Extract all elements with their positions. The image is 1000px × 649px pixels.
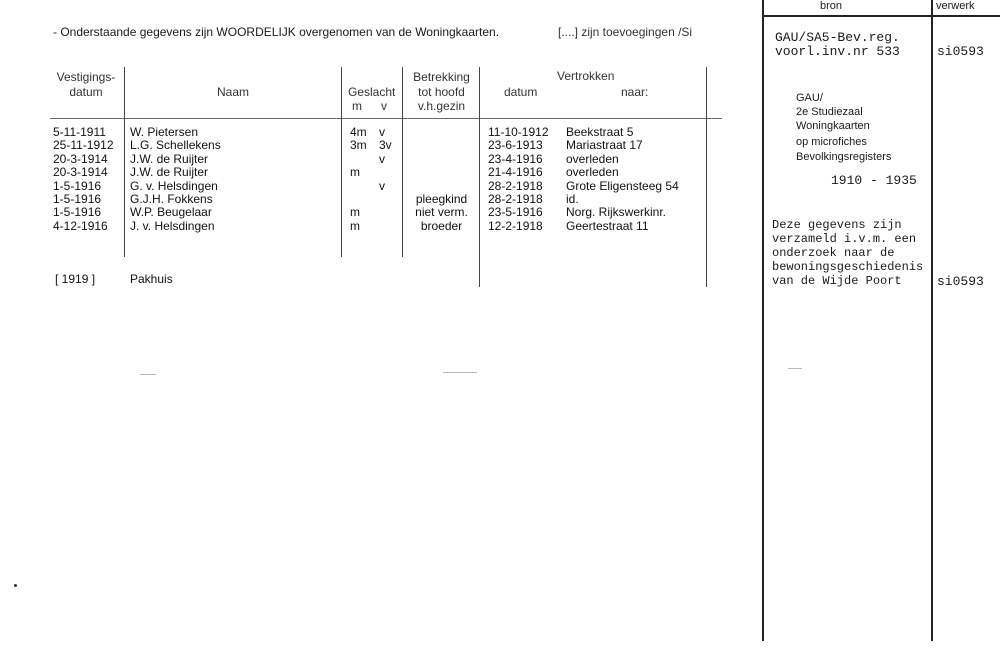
cell-vdatum: 23-5-1916 xyxy=(488,205,543,220)
source-line-1: GAU/SA5-Bev.reg. xyxy=(775,30,900,45)
scan-speck xyxy=(443,372,477,373)
note-line-5: van de Wijde Poort xyxy=(772,274,902,288)
header-geslacht-m: m xyxy=(352,99,362,113)
header-vertrokken: Vertrokken xyxy=(557,69,615,83)
cell-vdatum: 28-2-1918 xyxy=(488,192,543,206)
header-vertrokken-naar: naar: xyxy=(621,85,649,99)
cell-datum: 1-5-1916 xyxy=(53,178,102,193)
cell-datum: 1-5-1916 xyxy=(53,205,102,220)
header-betrekking-2: tot hoofd xyxy=(418,85,465,99)
header-geslacht-v: v xyxy=(381,99,387,113)
cell-m: 3m xyxy=(350,138,367,153)
cell-vdatum: 21-4-1916 xyxy=(488,165,543,180)
archive-line-2: 2e Studiezaal xyxy=(796,106,863,118)
panel-left-border xyxy=(762,0,764,641)
note-line-4: bewoningsgeschiedenis xyxy=(772,260,924,274)
column-divider-5 xyxy=(706,67,707,287)
note-line-2: verzameld i.v.m. een xyxy=(772,232,917,246)
cell-naam: J. v. Helsdingen xyxy=(130,218,215,233)
header-vestigingsdatum-2: datum xyxy=(69,85,103,99)
source-code: si0593 xyxy=(937,44,984,59)
cell-v: 3v xyxy=(379,138,392,153)
cell-naam: L.G. Schellekens xyxy=(130,138,221,153)
cell-vdatum: 11-10-1912 xyxy=(488,125,549,139)
cell-naar: Norg. Rijkswerkinr. xyxy=(566,205,667,220)
column-divider-1 xyxy=(124,67,125,257)
note-code: si0593 xyxy=(937,274,984,289)
cell-naar: Grote Eligensteeg 54 xyxy=(566,178,679,193)
cell-naam: J.W. de Ruijter xyxy=(130,151,209,166)
cell-datum: 4-12-1916 xyxy=(53,218,108,233)
cell-vdatum: 23-6-1913 xyxy=(488,138,543,153)
cell-betrekking: broeder xyxy=(420,218,463,233)
extra-row-naam: Pakhuis xyxy=(130,272,173,286)
cell-vdatum: 23-4-1916 xyxy=(488,151,543,166)
header-separator-line xyxy=(50,118,722,119)
header-vertrokken-datum: datum xyxy=(504,85,538,99)
cell-naam: G.J.H. Fokkens xyxy=(130,192,213,206)
cell-naar: id. xyxy=(566,192,579,206)
cell-naar: overleden xyxy=(566,151,619,166)
cell-m: 4m xyxy=(350,125,367,139)
header-betrekking-3: v.h.gezin xyxy=(417,99,466,113)
extra-row-datum: [ 1919 ] xyxy=(55,272,96,286)
cell-datum: 25-11-1912 xyxy=(53,138,114,153)
column-divider-4 xyxy=(479,67,480,287)
cell-vdatum: 28-2-1918 xyxy=(488,178,543,193)
archive-line-1: GAU/ xyxy=(796,92,823,104)
cell-naar: Geertestraat 11 xyxy=(566,218,649,233)
header-bron: bron xyxy=(820,0,843,12)
cell-m: m xyxy=(350,205,360,220)
scan-dot xyxy=(14,584,17,587)
scan-speck xyxy=(140,374,156,375)
cell-naam: W. Pietersen xyxy=(130,125,199,139)
cell-datum: 5-11-1911 xyxy=(53,125,106,139)
archive-line-3: Woningkaarten xyxy=(796,120,870,132)
cell-betrekking: niet verm. xyxy=(415,205,468,220)
cell-naar: Beekstraat 5 xyxy=(566,125,634,139)
cell-v: v xyxy=(379,151,385,166)
cell-naam: J.W. de Ruijter xyxy=(130,165,209,180)
column-divider-3 xyxy=(402,67,403,257)
header-verwerkt: verwerk xyxy=(936,0,975,12)
panel-middle-border xyxy=(931,0,933,641)
cell-datum: 20-3-1914 xyxy=(53,165,108,180)
cell-naar: Mariastraat 17 xyxy=(566,138,643,153)
panel-header-line xyxy=(762,15,1000,17)
archive-years: 1910 - 1935 xyxy=(831,173,917,188)
cell-datum: 1-5-1916 xyxy=(53,192,102,206)
cell-naam: W.P. Beugelaar xyxy=(130,205,212,220)
archive-line-5: Bevolkingsregisters xyxy=(796,151,892,163)
cell-m: m xyxy=(350,218,360,233)
note-line-1: Deze gegevens zijn xyxy=(772,218,902,232)
archive-line-4: op microfiches xyxy=(796,136,867,148)
top-note: - Onderstaande gegevens zijn WOORDELIJK overgenomen van de Woningkaarten. xyxy=(53,25,500,39)
cell-v: v xyxy=(379,178,385,193)
cell-naam: G. v. Helsdingen xyxy=(130,178,218,193)
note-line-3: onderzoek naar de xyxy=(772,246,895,260)
cell-m: m xyxy=(350,165,360,180)
cell-datum: 20-3-1914 xyxy=(53,151,108,166)
scan-speck xyxy=(788,368,802,369)
cell-vdatum: 12-2-1918 xyxy=(488,218,543,233)
source-line-2: voorl.inv.nr 533 xyxy=(775,44,900,59)
header-betrekking-1: Betrekking xyxy=(413,70,470,84)
cell-naar: overleden xyxy=(566,165,619,180)
header-vestigingsdatum-1: Vestigings- xyxy=(56,70,116,84)
top-note-right: [....] zijn toevoegingen /Si xyxy=(558,25,693,39)
column-divider-2 xyxy=(341,67,342,257)
header-geslacht: Geslacht xyxy=(348,85,396,99)
cell-v: v xyxy=(379,125,385,139)
header-naam: Naam xyxy=(217,85,250,99)
cell-betrekking: pleegkind xyxy=(415,192,468,206)
